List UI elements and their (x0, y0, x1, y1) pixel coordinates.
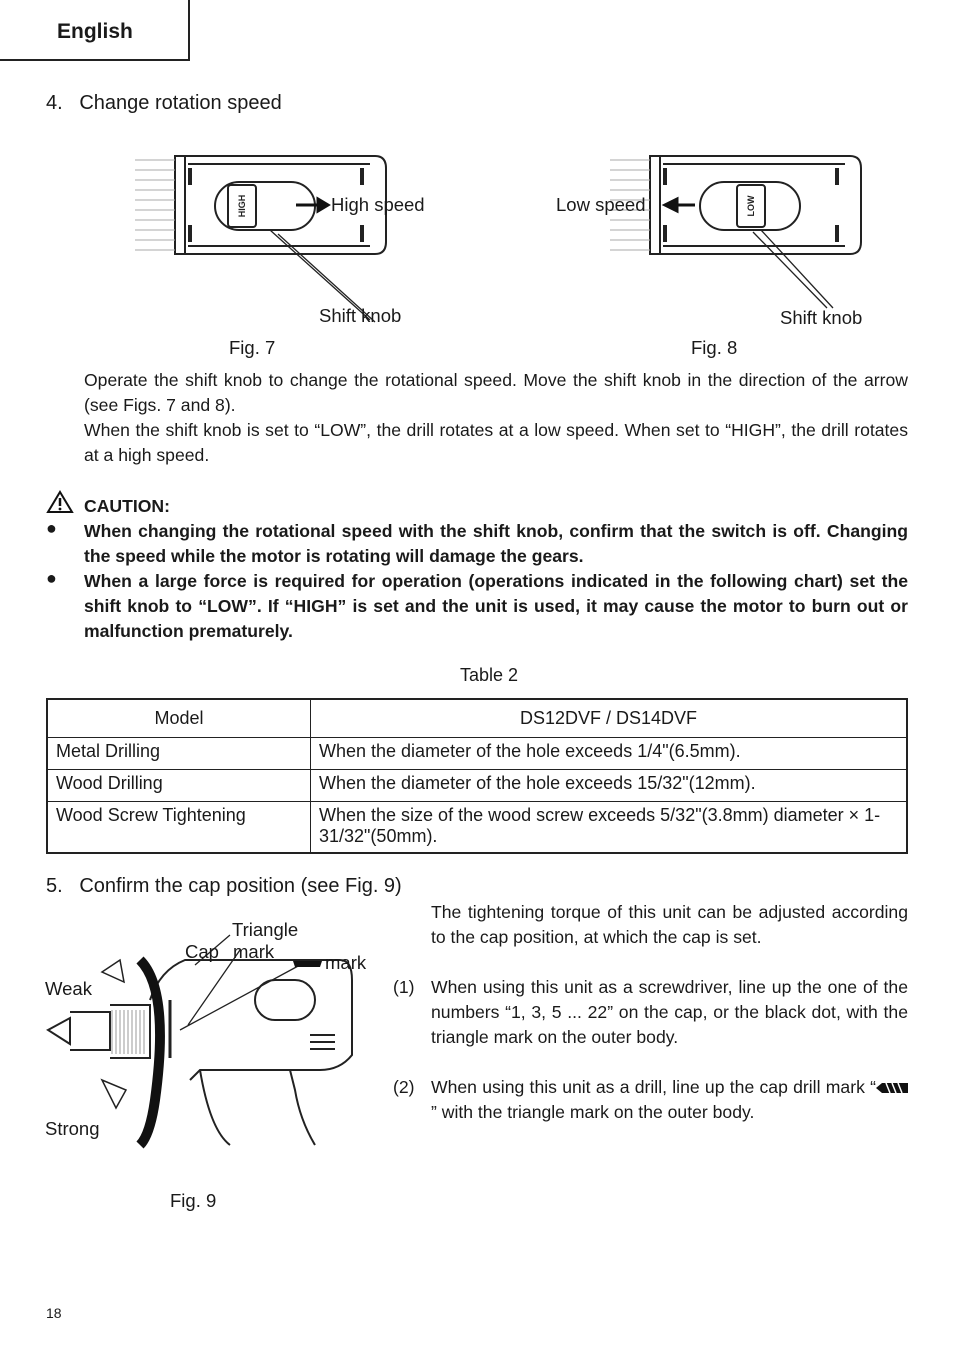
table-header-models: DS12DVF / DS14DVF (311, 699, 908, 737)
section-4-heading: 4. Change rotation speed (46, 92, 282, 114)
drill-mark-icon (876, 1083, 908, 1093)
fig8-caption: Fig. 8 (691, 337, 738, 358)
fig8-low-speed-label: Low speed (556, 194, 646, 215)
section-5-intro: The tightening torque of this unit can be adjusted according to the cap position, at which the cap is set. (431, 902, 908, 947)
caution-title: CAUTION: (84, 496, 171, 516)
fig9-drill-side-view (40, 930, 370, 1150)
table-cell-condition: When the diameter of the hole exceeds 15/32"(12mm). (311, 769, 908, 801)
fig7-shift-knob-label: Shift knob (319, 305, 402, 326)
fig7-caption: Fig. 7 (229, 337, 276, 358)
fig9-weak-label: Weak (45, 978, 92, 999)
item-1-text: When using this unit as a screwdriver, line up the one of the numbers “1, 3, 5 ... 22” on the cap, or the black dot, with the triangle mark on the outer body. (431, 977, 908, 1047)
item-2-text (431, 1075, 908, 1125)
table-cell-application: Metal Drilling (47, 737, 311, 769)
fig9-strong-label: Strong (45, 1118, 100, 1139)
table-header-row (47, 699, 907, 737)
fig8-knob-text: LOW (746, 195, 756, 217)
bullet-dot-icon: ● (46, 568, 57, 588)
language-label: English (57, 20, 133, 43)
fig9-triangle-label: Triangle (232, 919, 299, 940)
table-caption: Table 2 (460, 665, 519, 685)
item-2-text-a: When using this unit as a drill, line up the cap drill mark “ (431, 1077, 876, 1097)
section-5-heading: 5. Confirm the cap position (see Fig. 9) (46, 875, 402, 897)
fig9-cap-label: Cap (185, 941, 219, 962)
fig7-knob-text: HIGH (237, 194, 247, 218)
table-cell-condition: When the diameter of the hole exceeds 1/4"(6.5mm). (311, 737, 908, 769)
fig9-caption: Fig. 9 (170, 1190, 217, 1211)
item-2-number: (2) (393, 1077, 415, 1097)
bullet-dot-icon: ● (46, 518, 57, 538)
item-1-number: (1) (393, 977, 415, 997)
caution-bullet-2: When a large force is required for operation (operations indicated in the following chart) set the shift knob to “LOW”. If “HIGH” is set and the unit is used, it may cause the motor to burn out or malfunction prematurely. (84, 571, 908, 641)
paragraph-operate: Operate the shift knob to change the rotational speed. Move the shift knob in the direction of the arrow (see Figs. 7 and 8). (84, 370, 908, 415)
fig8-drill-top-view (605, 150, 875, 260)
table-row (47, 737, 907, 769)
table-cell-condition: When the size of the wood screw exceeds 5/32"(3.8mm) diameter × 1-31/32"(50mm). (311, 801, 908, 853)
page-number: 18 (46, 1305, 62, 1321)
warning-triangle-icon (46, 490, 74, 514)
fig8-shift-knob-label: Shift knob (780, 307, 863, 328)
table-cell-application: Wood Screw Tightening (47, 801, 311, 853)
table-header-model: Model (47, 699, 311, 737)
paragraph-low-high: When the shift knob is set to “LOW”, the drill rotates at a low speed. When set to “HIGH”, the drill rotates at a high speed. (84, 420, 908, 465)
table-cell-application: Wood Drilling (47, 769, 311, 801)
fig9-triangle-mark-label: mark (233, 941, 275, 962)
fig9-mark-label: mark (325, 952, 367, 973)
fig7-high-speed-label: High speed (331, 194, 425, 215)
item-2-text-b: ” with the triangle mark on the outer body. (431, 1102, 755, 1122)
caution-bullet-1: When changing the rotational speed with the shift knob, confirm that the switch is off. Changing the speed while the motor is rotating will damage the gears. (84, 521, 908, 566)
table-row (47, 769, 907, 801)
table-row (47, 801, 907, 853)
table-2 (46, 698, 908, 854)
language-tab (0, 0, 190, 61)
